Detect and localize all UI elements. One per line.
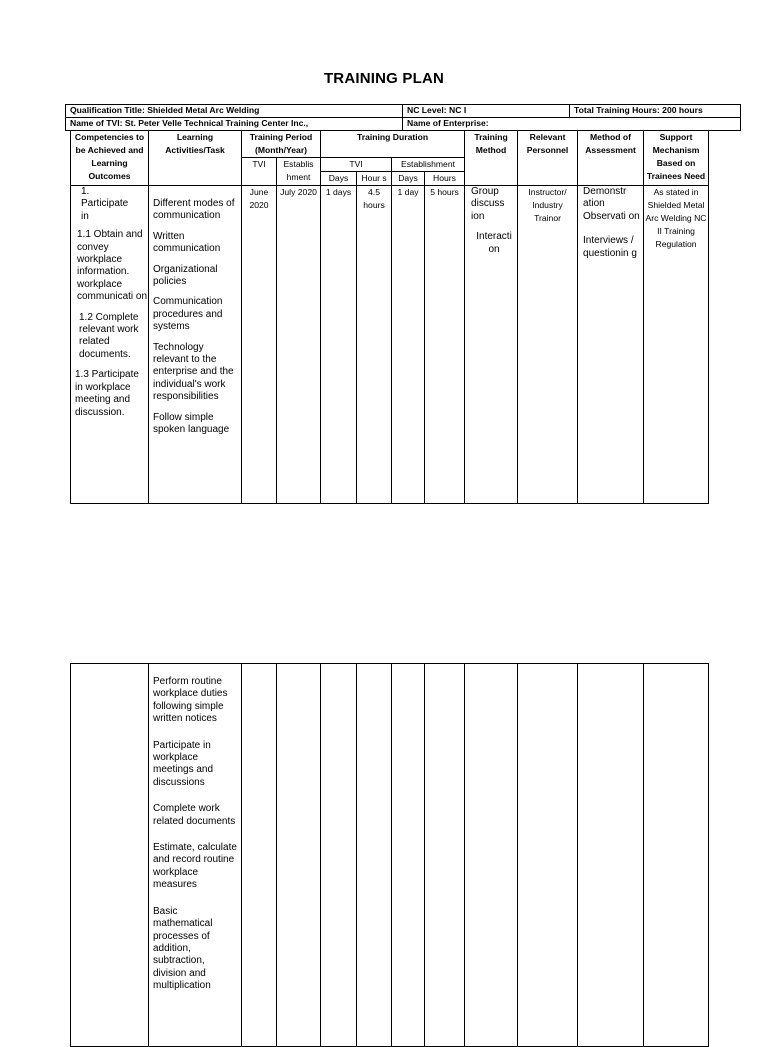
header-tvi-duration: TVI (321, 158, 392, 172)
empty-cell (644, 664, 709, 1047)
tvi-hours-value: 4.5 hours (357, 186, 392, 504)
empty-cell (392, 664, 425, 1047)
total-training-hours: Total Training Hours: 200 hours (570, 105, 741, 118)
empty-cell (465, 664, 518, 1047)
empty-cell (425, 664, 465, 1047)
header-assessment: Method of Assessment (578, 131, 644, 186)
training-method-cell (465, 186, 518, 504)
activity-item: Organizational policies (153, 263, 218, 288)
competency-item: 1.3 Participate in workplace meeting and discussion. (75, 369, 139, 418)
establishment-days-value: 1 day (392, 186, 425, 504)
activities-cell (149, 664, 242, 1047)
assessment-item: Demonstr ation Observati on (583, 186, 640, 222)
empty-cell (321, 664, 357, 1047)
enterprise-name: Name of Enterprise: (403, 118, 741, 131)
competency-item: 1.1 Obtain and convey workplace information. workplace communicati on (77, 229, 148, 303)
activity-item: Follow simple spoken language (153, 411, 230, 436)
header-method: Training Method (465, 131, 518, 186)
method-item: Group discuss ion (471, 186, 505, 222)
empty-cell (277, 664, 321, 1047)
activity-item: Basic mathematical processes of addition, subtraction, division and multiplication (153, 905, 213, 992)
header-activities: Learning Activities/Task (149, 131, 242, 186)
activity-item: Written communication (153, 230, 221, 255)
training-plan-table (70, 130, 709, 504)
nc-level: NC Level: NC I (403, 105, 570, 118)
tvi-name: Name of TVI: St. Peter Velle Technical Training Center Inc., (66, 118, 403, 131)
activity-item: Different modes of communication (153, 198, 235, 222)
tvi-period-value: June 2020 (242, 186, 277, 504)
info-table (65, 104, 741, 131)
competency-item: 1. Participate in (81, 186, 129, 222)
empty-cell (71, 664, 149, 1047)
empty-cell (242, 664, 277, 1047)
header-establishment-duration: Establishment (392, 158, 465, 172)
activity-item: Complete work related documents (153, 803, 236, 827)
activity-item: Participate in workplace meetings and discussions (153, 739, 214, 788)
empty-cell (357, 664, 392, 1047)
header-period: Training Period (Month/Year) (242, 131, 321, 158)
header-establishment-period: Establis hment (277, 158, 321, 186)
empty-cell (518, 664, 578, 1047)
establishment-hours-value: 5 hours (425, 186, 465, 504)
activities-cell (149, 186, 242, 504)
activity-item: Perform routine workplace duties following simple written notices (153, 676, 228, 725)
support-mechanism-value: As stated in Shielded Metal Arc Welding NC II Training Regulation (644, 186, 709, 504)
header-tvi-period: TVI (242, 158, 277, 186)
tvi-days-value: 1 days (321, 186, 357, 504)
empty-cell (578, 664, 644, 1047)
competencies-cell (71, 186, 149, 504)
header-personnel: Relevant Personnel (518, 131, 578, 186)
assessment-item: Interviews / questionin g (583, 235, 637, 259)
activity-item: Communication procedures and systems (153, 296, 223, 333)
header-duration: Training Duration (321, 131, 465, 158)
header-days-establishment: Days (392, 172, 425, 186)
header-support: Support Mechanism Based on Trainees Need (644, 131, 709, 186)
relevant-personnel-value: Instructor/ Industry Trainor (518, 186, 578, 504)
activity-item: Estimate, calculate and record routine workplace measures (153, 842, 237, 891)
assessment-cell (578, 186, 644, 504)
header-days: Days (321, 172, 357, 186)
competency-item: 1.2 Complete relevant work related documents. (79, 311, 139, 360)
method-item: Interacti on (476, 231, 512, 255)
header-competencies: Competencies to be Achieved and Learning Outcomes (71, 131, 149, 186)
activity-item: Technology relevant to the enterprise and the individual's work responsibilities (153, 341, 234, 403)
training-plan-table-continued (70, 663, 709, 1047)
qualification-title: Qualification Title: Shielded Metal Arc Welding (66, 105, 403, 118)
establishment-period-value: July 2020 (277, 186, 321, 504)
page-title: TRAINING PLAN (323, 70, 445, 87)
header-hours: Hour s (357, 172, 392, 186)
header-hours-establishment: Hours (425, 172, 465, 186)
